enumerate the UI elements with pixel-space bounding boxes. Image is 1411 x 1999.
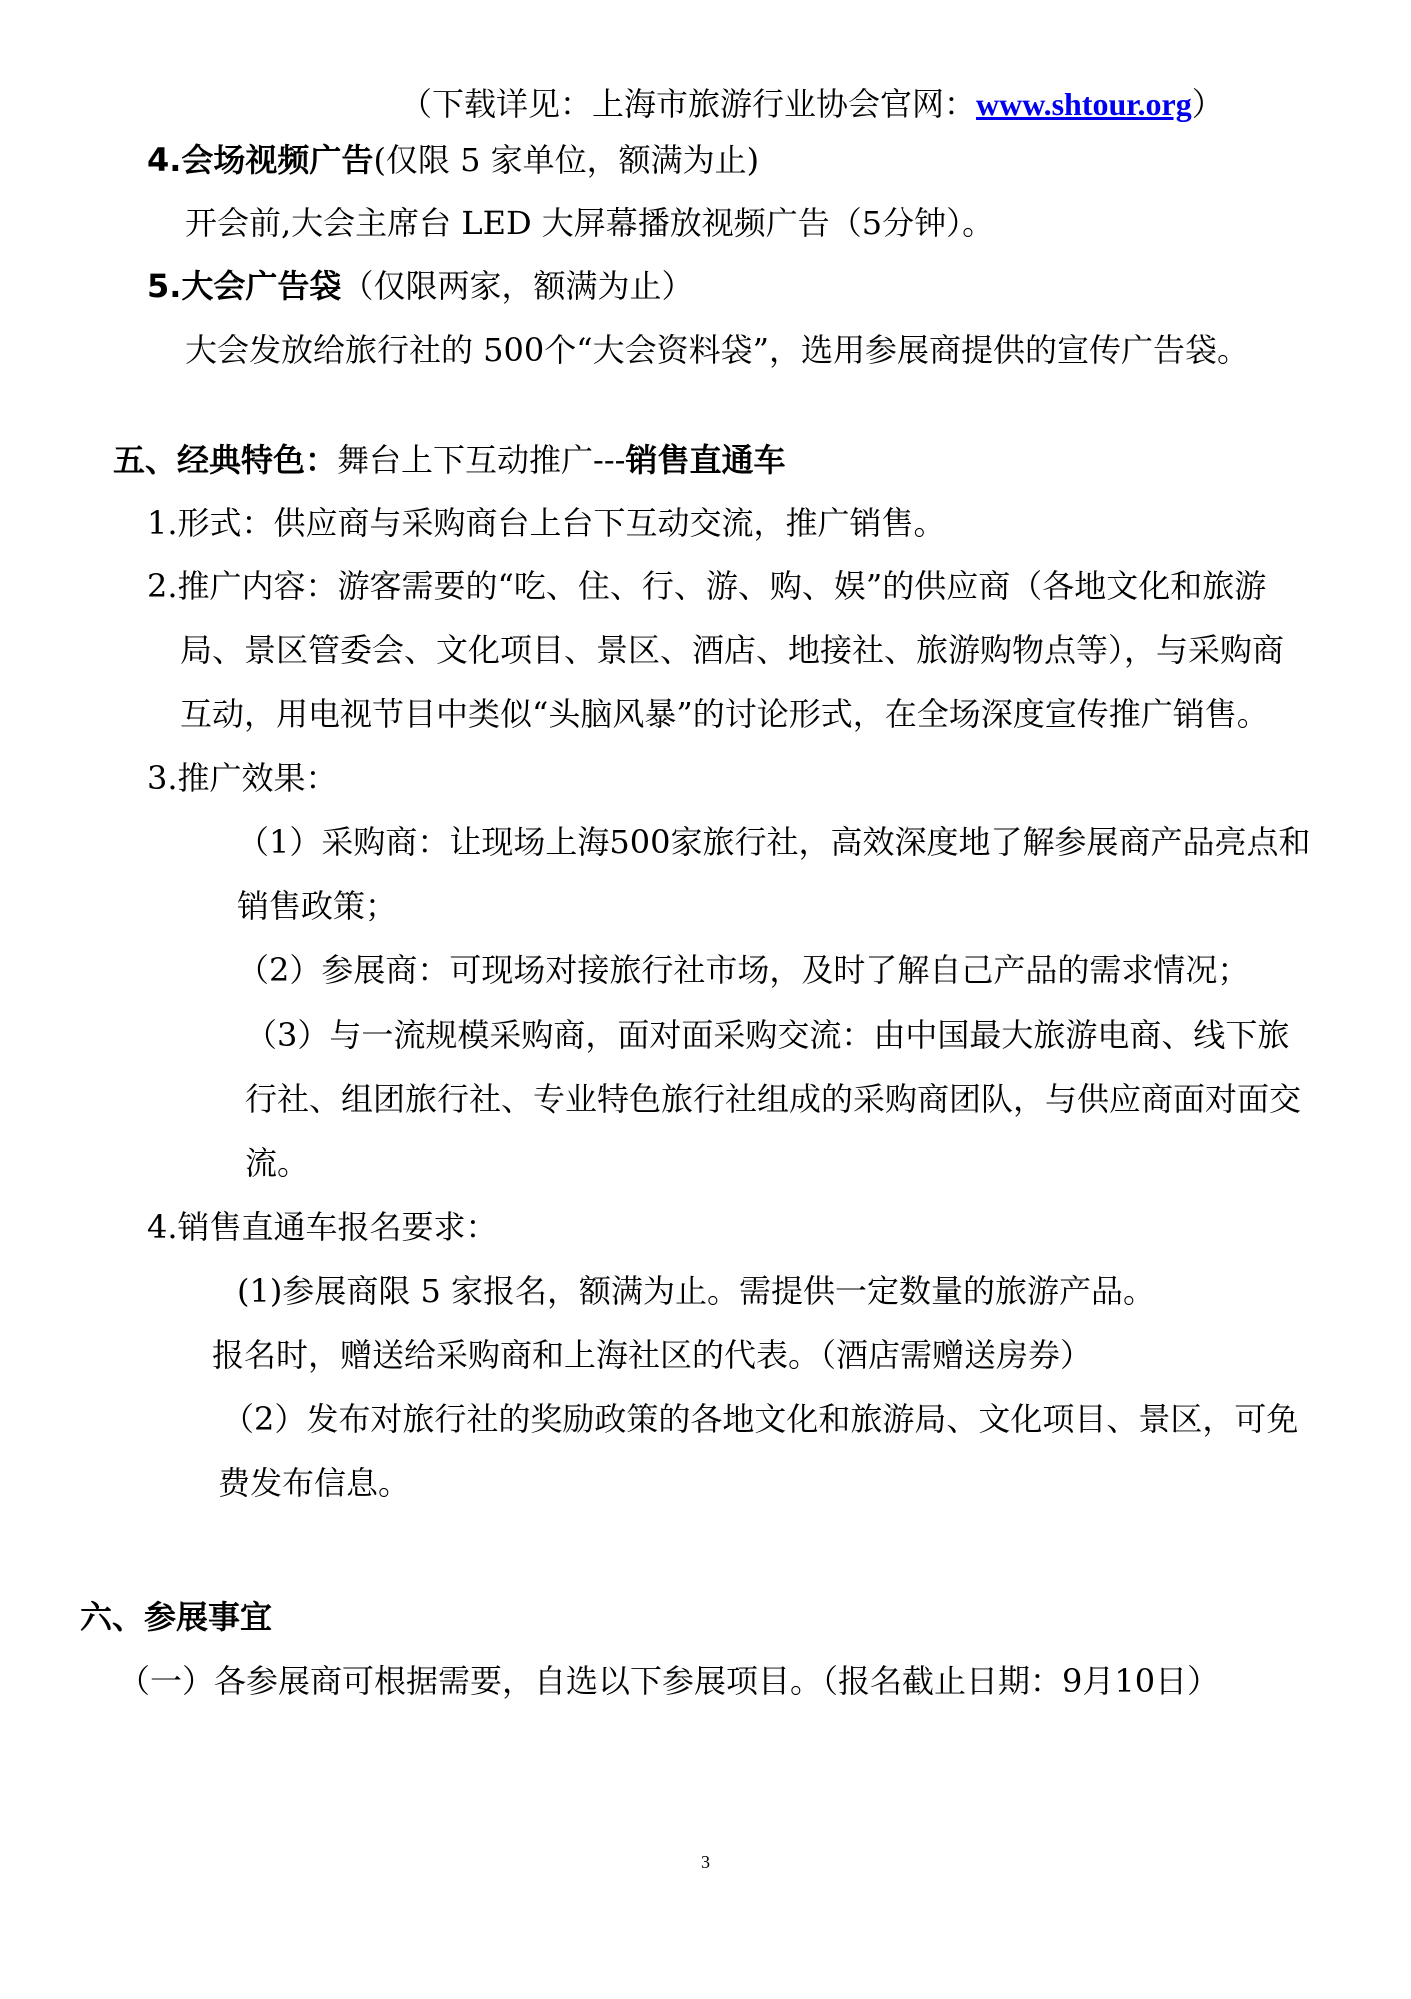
req-1: (1)参展商限 5 家报名，额满为止。需提供一定数量的旅游产品。: [237, 1272, 1156, 1310]
req-1-cont: 报名时，赠送给采购商和上海社区的代表。（酒店需赠送房券）: [212, 1336, 1093, 1374]
effect-3: （3）与一流规模采购商，面对面采购交流：由中国最大旅游电商、线下旅: [245, 1016, 1290, 1054]
section5-p1: 1.形式：供应商与采购商台上台下互动交流，推广销售。: [147, 504, 946, 542]
item4-body: 开会前,大会主席台 LED 大屏幕播放视频广告（5分钟）。: [185, 204, 995, 242]
section5-heading: [113, 440, 785, 480]
section5-p2-line1: 2.推广内容：游客需要的“吃、住、行、游、购、娱”的供应商（各地文化和旅游: [147, 567, 1267, 605]
item5-number: 5.: [147, 267, 182, 305]
effect-3-cont2: 流。: [245, 1144, 310, 1182]
item5-body: 大会发放给旅行社的 500个“大会资料袋”，选用参展商提供的宣传广告袋。: [185, 331, 1249, 369]
website-link[interactable]: www.shtour.org: [976, 86, 1192, 122]
effect-3-cont1: 行社、组团旅行社、专业特色旅行社组成的采购商团队，与供应商面对面交: [245, 1080, 1302, 1118]
download-suffix: ）: [1191, 85, 1224, 123]
download-note: [400, 84, 1224, 124]
section6-heading: 六、参展事宜: [80, 1598, 273, 1636]
item4-title: 会场视频广告: [181, 141, 374, 179]
effect-2: （2）参展商：可现场对接旅行社市场，及时了解自己产品的需求情况；: [237, 951, 1250, 989]
item5-heading: [147, 266, 693, 306]
section6-p1: （一）各参展商可根据需要，自选以下参展项目。（报名截止日期：9月10日）: [118, 1662, 1220, 1700]
item5-note: （仅限两家，额满为止）: [341, 267, 694, 305]
section5-heading-prefix: 五、经典特色：: [113, 441, 338, 479]
item4-note: (仅限 5 家单位，额满为止): [373, 141, 760, 179]
effect-1: （1）采购商：让现场上海500家旅行社，高效深度地了解参展商产品亮点和: [237, 823, 1311, 861]
item5-title: 大会广告袋: [181, 267, 342, 305]
item4-number: 4.: [147, 141, 182, 179]
page-number: 3: [701, 1852, 710, 1872]
section5-p3: 3.推广效果：: [147, 759, 338, 797]
section5-p4: 4.销售直通车报名要求：: [147, 1208, 498, 1246]
section5-heading-bold: 销售直通车: [625, 441, 786, 479]
download-prefix: （下载详见：上海市旅游行业协会官网：: [400, 85, 977, 123]
section5-p2-line2: 局、景区管委会、文化项目、景区、酒店、地接社、旅游购物点等），与采购商: [180, 631, 1285, 669]
req-2: （2）发布对旅行社的奖励政策的各地文化和旅游局、文化项目、景区，可免: [222, 1400, 1299, 1438]
section5-p2-line3: 互动，用电视节目中类似“头脑风暴”的讨论形式，在全场深度宣传推广销售。: [180, 695, 1269, 733]
req-2-cont: 费发布信息。: [218, 1464, 411, 1502]
section5-heading-mid: 舞台上下互动推广---: [337, 441, 626, 479]
effect-1-cont: 销售政策；: [237, 887, 398, 925]
item4-heading: [147, 140, 759, 180]
